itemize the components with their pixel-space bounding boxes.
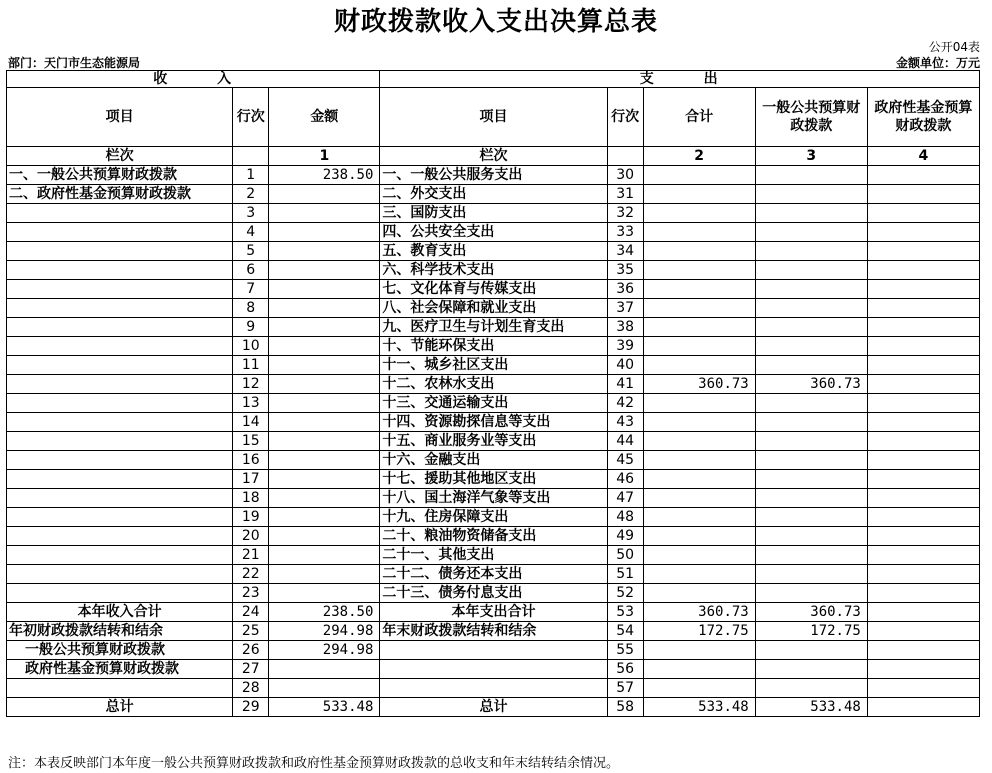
- total-cell: [643, 508, 755, 527]
- expense-row-no-cell: 38: [607, 318, 643, 337]
- expense-item-cell: 二十一、其他支出: [380, 546, 607, 565]
- gov-fund-cell: [867, 603, 979, 622]
- income-item-cell: 年初财政拨款结转和结余: [7, 622, 233, 641]
- income-amount-cell: [269, 565, 380, 584]
- income-amount-cell: [269, 299, 380, 318]
- income-amount-cell: [269, 527, 380, 546]
- table-row: [7, 318, 980, 337]
- col-3: 3: [755, 147, 867, 166]
- expense-row-no-cell: 44: [607, 432, 643, 451]
- general-budget-cell: [755, 242, 867, 261]
- gov-fund-cell: [867, 185, 979, 204]
- table-row: [7, 261, 980, 280]
- gov-fund-cell: [867, 584, 979, 603]
- total-cell: 360.73: [643, 375, 755, 394]
- budget-summary-table: [6, 70, 980, 717]
- summary-row: [7, 698, 980, 717]
- expense-item-cell: 二十二、债务还本支出: [380, 565, 607, 584]
- total-cell: [643, 204, 755, 223]
- income-item-cell: [7, 394, 233, 413]
- income-amount-cell: [269, 489, 380, 508]
- col-label-income: 栏次: [7, 147, 233, 166]
- table-row: [7, 394, 980, 413]
- table-row: [7, 489, 980, 508]
- gov-fund-cell: [867, 337, 979, 356]
- expense-row-no-cell: 46: [607, 470, 643, 489]
- income-row-no-cell: 20: [233, 527, 269, 546]
- income-item-cell: [7, 375, 233, 394]
- expense-item-cell: 年末财政拨款结转和结余: [380, 622, 607, 641]
- income-amount-cell: [269, 318, 380, 337]
- income-amount-cell: [269, 356, 380, 375]
- total-cell: [643, 527, 755, 546]
- total-cell: [643, 679, 755, 698]
- income-amount-cell: [269, 185, 380, 204]
- general-budget-cell: [755, 546, 867, 565]
- income-amount-cell: 238.50: [269, 603, 380, 622]
- income-item-cell: [7, 527, 233, 546]
- gov-fund-cell: [867, 698, 979, 717]
- income-item-cell: [7, 565, 233, 584]
- header-income-amount: 金额: [269, 88, 380, 147]
- expense-row-no-cell: 43: [607, 413, 643, 432]
- gov-fund-cell: [867, 546, 979, 565]
- expense-item-cell: 十三、交通运输支出: [380, 394, 607, 413]
- income-amount-cell: [269, 451, 380, 470]
- income-item-cell: [7, 318, 233, 337]
- expense-row-no-cell: 50: [607, 546, 643, 565]
- expense-item-cell: [380, 679, 607, 698]
- gov-fund-cell: [867, 470, 979, 489]
- gov-fund-cell: [867, 356, 979, 375]
- income-row-no-cell: 28: [233, 679, 269, 698]
- total-cell: [643, 489, 755, 508]
- expense-row-no-cell: 57: [607, 679, 643, 698]
- table-row: [7, 565, 980, 584]
- general-budget-cell: [755, 527, 867, 546]
- general-budget-cell: [755, 451, 867, 470]
- income-item-cell: [7, 299, 233, 318]
- table-row: [7, 546, 980, 565]
- income-item-cell: 一般公共预算财政拨款: [7, 641, 233, 660]
- general-budget-cell: [755, 223, 867, 242]
- header-gov-fund: 政府性基金预算财政拨款: [867, 88, 979, 147]
- expense-row-no-cell: 54: [607, 622, 643, 641]
- gov-fund-cell: [867, 166, 979, 185]
- general-budget-cell: [755, 204, 867, 223]
- income-item-cell: 总计: [7, 698, 233, 717]
- form-code: 公开04表: [928, 40, 980, 54]
- summary-row: [7, 641, 980, 660]
- income-item-cell: [7, 546, 233, 565]
- total-cell: [643, 584, 755, 603]
- income-amount-cell: [269, 546, 380, 565]
- total-cell: [643, 280, 755, 299]
- expense-item-cell: 二、外交支出: [380, 185, 607, 204]
- table-row: [7, 451, 980, 470]
- income-row-no-cell: 19: [233, 508, 269, 527]
- gov-fund-cell: [867, 565, 979, 584]
- department-label: 部门：天门市生态能源局: [8, 56, 141, 70]
- income-row-no-cell: 5: [233, 242, 269, 261]
- expense-item-cell: 十七、援助其他地区支出: [380, 470, 607, 489]
- summary-row: [7, 679, 980, 698]
- expense-row-no-cell: 33: [607, 223, 643, 242]
- expense-item-cell: 六、科学技术支出: [380, 261, 607, 280]
- expense-item-cell: [380, 641, 607, 660]
- general-budget-cell: [755, 280, 867, 299]
- income-row-no-cell: 4: [233, 223, 269, 242]
- expense-row-no-cell: 35: [607, 261, 643, 280]
- total-cell: 533.48: [643, 698, 755, 717]
- header-total: 合计: [643, 88, 755, 147]
- income-amount-cell: [269, 337, 380, 356]
- expense-row-no-cell: 45: [607, 451, 643, 470]
- expense-row-no-cell: 58: [607, 698, 643, 717]
- income-row-no-cell: 25: [233, 622, 269, 641]
- table-row: [7, 584, 980, 603]
- gov-fund-cell: [867, 394, 979, 413]
- income-row-no-cell: 6: [233, 261, 269, 280]
- income-item-cell: [7, 223, 233, 242]
- expense-row-no-cell: 30: [607, 166, 643, 185]
- expense-item-cell: 十二、农林水支出: [380, 375, 607, 394]
- col-1: 1: [269, 147, 380, 166]
- income-amount-cell: [269, 242, 380, 261]
- expense-item-cell: 一、一般公共服务支出: [380, 166, 607, 185]
- gov-fund-cell: [867, 622, 979, 641]
- income-item-cell: [7, 584, 233, 603]
- income-amount-cell: [269, 223, 380, 242]
- income-item-cell: [7, 470, 233, 489]
- general-budget-cell: [755, 508, 867, 527]
- expense-item-cell: 本年支出合计: [380, 603, 607, 622]
- table-row: [7, 204, 980, 223]
- income-row-no-cell: 7: [233, 280, 269, 299]
- gov-fund-cell: [867, 318, 979, 337]
- table-row: [7, 242, 980, 261]
- table-row: [7, 375, 980, 394]
- general-budget-cell: [755, 584, 867, 603]
- income-item-cell: [7, 489, 233, 508]
- gov-fund-cell: [867, 508, 979, 527]
- general-budget-cell: 533.48: [755, 698, 867, 717]
- general-budget-cell: 360.73: [755, 375, 867, 394]
- expense-row-no-cell: 51: [607, 565, 643, 584]
- table-row: [7, 470, 980, 489]
- income-amount-cell: [269, 660, 380, 679]
- table-row: [7, 413, 980, 432]
- income-item-cell: [7, 413, 233, 432]
- table-row: [7, 527, 980, 546]
- gov-fund-cell: [867, 413, 979, 432]
- income-item-cell: [7, 679, 233, 698]
- expense-item-cell: 五、教育支出: [380, 242, 607, 261]
- total-cell: 360.73: [643, 603, 755, 622]
- table-row: [7, 280, 980, 299]
- expense-row-no-cell: 56: [607, 660, 643, 679]
- income-item-cell: [7, 280, 233, 299]
- income-item-cell: [7, 242, 233, 261]
- table-row: [7, 185, 980, 204]
- income-row-no-cell: 21: [233, 546, 269, 565]
- income-row-no-cell: 23: [233, 584, 269, 603]
- table-row: [7, 166, 980, 185]
- expense-item-cell: 四、公共安全支出: [380, 223, 607, 242]
- income-amount-cell: 294.98: [269, 641, 380, 660]
- income-row-no-cell: 1: [233, 166, 269, 185]
- income-amount-cell: [269, 470, 380, 489]
- income-amount-cell: [269, 261, 380, 280]
- income-row-no-cell: 14: [233, 413, 269, 432]
- expense-row-no-cell: 39: [607, 337, 643, 356]
- income-item-cell: [7, 337, 233, 356]
- expense-row-no-cell: 53: [607, 603, 643, 622]
- general-budget-cell: [755, 318, 867, 337]
- total-cell: [643, 318, 755, 337]
- income-item-cell: 一、一般公共预算财政拨款: [7, 166, 233, 185]
- income-row-no-cell: 16: [233, 451, 269, 470]
- general-budget-cell: [755, 185, 867, 204]
- income-row-no-cell: 29: [233, 698, 269, 717]
- table-row: [7, 223, 980, 242]
- total-cell: [643, 185, 755, 204]
- income-row-no-cell: 17: [233, 470, 269, 489]
- gov-fund-cell: [867, 679, 979, 698]
- summary-row: [7, 660, 980, 679]
- income-item-cell: [7, 432, 233, 451]
- income-amount-cell: [269, 413, 380, 432]
- header-expense-item: 项目: [380, 88, 607, 147]
- income-row-no-cell: 10: [233, 337, 269, 356]
- gov-fund-cell: [867, 242, 979, 261]
- header-general-budget: 一般公共预算财政拨款: [755, 88, 867, 147]
- general-budget-cell: [755, 679, 867, 698]
- gov-fund-cell: [867, 204, 979, 223]
- general-budget-cell: [755, 337, 867, 356]
- expense-item-cell: 八、社会保障和就业支出: [380, 299, 607, 318]
- total-cell: [643, 223, 755, 242]
- table-row: [7, 432, 980, 451]
- income-row-no-cell: 11: [233, 356, 269, 375]
- col-empty: [607, 147, 643, 166]
- general-budget-cell: [755, 470, 867, 489]
- general-budget-cell: [755, 394, 867, 413]
- income-amount-cell: [269, 508, 380, 527]
- expense-row-no-cell: 36: [607, 280, 643, 299]
- income-amount-cell: [269, 204, 380, 223]
- income-row-no-cell: 2: [233, 185, 269, 204]
- income-item-cell: [7, 451, 233, 470]
- expense-item-cell: [380, 660, 607, 679]
- table-row: [7, 299, 980, 318]
- expense-item-cell: 二十三、债务付息支出: [380, 584, 607, 603]
- expense-item-cell: 九、医疗卫生与计划生育支出: [380, 318, 607, 337]
- income-row-no-cell: 12: [233, 375, 269, 394]
- income-row-no-cell: 24: [233, 603, 269, 622]
- income-amount-cell: 533.48: [269, 698, 380, 717]
- header-income-item: 项目: [7, 88, 233, 147]
- income-row-no-cell: 22: [233, 565, 269, 584]
- general-budget-cell: [755, 641, 867, 660]
- income-item-cell: 本年收入合计: [7, 603, 233, 622]
- income-row-no-cell: 13: [233, 394, 269, 413]
- expense-row-no-cell: 47: [607, 489, 643, 508]
- gov-fund-cell: [867, 261, 979, 280]
- expense-row-no-cell: 42: [607, 394, 643, 413]
- total-cell: [643, 565, 755, 584]
- general-budget-cell: [755, 432, 867, 451]
- gov-fund-cell: [867, 527, 979, 546]
- col-label-expense: 栏次: [380, 147, 607, 166]
- summary-row: [7, 603, 980, 622]
- total-cell: [643, 356, 755, 375]
- table-row: [7, 337, 980, 356]
- expense-row-no-cell: 37: [607, 299, 643, 318]
- income-amount-cell: [269, 394, 380, 413]
- total-cell: [643, 432, 755, 451]
- income-item-cell: [7, 261, 233, 280]
- income-row-no-cell: 8: [233, 299, 269, 318]
- expense-item-cell: 十、节能环保支出: [380, 337, 607, 356]
- header-expense-row-no: 行次: [607, 88, 643, 147]
- expense-row-no-cell: 31: [607, 185, 643, 204]
- general-budget-cell: 360.73: [755, 603, 867, 622]
- total-cell: [643, 242, 755, 261]
- income-amount-cell: [269, 584, 380, 603]
- expense-row-no-cell: 49: [607, 527, 643, 546]
- general-budget-cell: [755, 356, 867, 375]
- income-row-no-cell: 15: [233, 432, 269, 451]
- total-cell: [643, 546, 755, 565]
- total-cell: [643, 166, 755, 185]
- gov-fund-cell: [867, 280, 979, 299]
- income-amount-cell: [269, 679, 380, 698]
- income-row-no-cell: 3: [233, 204, 269, 223]
- general-budget-cell: 172.75: [755, 622, 867, 641]
- general-budget-cell: [755, 489, 867, 508]
- summary-row: [7, 622, 980, 641]
- expense-row-no-cell: 32: [607, 204, 643, 223]
- total-cell: [643, 413, 755, 432]
- expense-item-cell: 二十、粮油物资储备支出: [380, 527, 607, 546]
- gov-fund-cell: [867, 299, 979, 318]
- expense-item-cell: 总计: [380, 698, 607, 717]
- gov-fund-cell: [867, 641, 979, 660]
- income-row-no-cell: 27: [233, 660, 269, 679]
- income-amount-cell: 294.98: [269, 622, 380, 641]
- expense-item-cell: 十九、住房保障支出: [380, 508, 607, 527]
- table-row: [7, 356, 980, 375]
- page-title: 财政拨款收入支出决算总表: [333, 7, 658, 37]
- expense-row-no-cell: 41: [607, 375, 643, 394]
- total-cell: [643, 660, 755, 679]
- table-row: [7, 508, 980, 527]
- income-amount-cell: [269, 280, 380, 299]
- gov-fund-cell: [867, 375, 979, 394]
- expense-item-cell: 十五、商业服务业等支出: [380, 432, 607, 451]
- income-item-cell: 政府性基金预算财政拨款: [7, 660, 233, 679]
- gov-fund-cell: [867, 432, 979, 451]
- header-income-row-no: 行次: [233, 88, 269, 147]
- expense-row-no-cell: 40: [607, 356, 643, 375]
- general-budget-cell: [755, 660, 867, 679]
- total-cell: 172.75: [643, 622, 755, 641]
- expense-item-cell: 十六、金融支出: [380, 451, 607, 470]
- income-item-cell: [7, 204, 233, 223]
- expense-item-cell: 十八、国土海洋气象等支出: [380, 489, 607, 508]
- income-item-cell: [7, 356, 233, 375]
- col-4: 4: [867, 147, 979, 166]
- income-row-no-cell: 26: [233, 641, 269, 660]
- expense-section-header: 支 出: [380, 71, 980, 88]
- total-cell: [643, 470, 755, 489]
- total-cell: [643, 337, 755, 356]
- income-amount-cell: 238.50: [269, 166, 380, 185]
- expense-row-no-cell: 48: [607, 508, 643, 527]
- gov-fund-cell: [867, 489, 979, 508]
- total-cell: [643, 299, 755, 318]
- gov-fund-cell: [867, 660, 979, 679]
- income-item-cell: 二、政府性基金预算财政拨款: [7, 185, 233, 204]
- expense-row-no-cell: 34: [607, 242, 643, 261]
- col-empty: [233, 147, 269, 166]
- expense-item-cell: 十一、城乡社区支出: [380, 356, 607, 375]
- expense-item-cell: 十四、资源勘探信息等支出: [380, 413, 607, 432]
- gov-fund-cell: [867, 451, 979, 470]
- general-budget-cell: [755, 565, 867, 584]
- expense-item-cell: 三、国防支出: [380, 204, 607, 223]
- expense-row-no-cell: 52: [607, 584, 643, 603]
- income-item-cell: [7, 508, 233, 527]
- col-2: 2: [643, 147, 755, 166]
- unit-label: 金额单位：万元: [895, 56, 980, 70]
- expense-row-no-cell: 55: [607, 641, 643, 660]
- footnote: 注：本表反映部门本年度一般公共预算财政拨款和政府性基金预算财政拨款的总收支和年末结转结余情况。: [8, 756, 620, 771]
- expense-item-cell: 七、文化体育与传媒支出: [380, 280, 607, 299]
- total-cell: [643, 261, 755, 280]
- total-cell: [643, 641, 755, 660]
- income-amount-cell: [269, 432, 380, 451]
- income-amount-cell: [269, 375, 380, 394]
- total-cell: [643, 394, 755, 413]
- general-budget-cell: [755, 413, 867, 432]
- gov-fund-cell: [867, 223, 979, 242]
- income-row-no-cell: 9: [233, 318, 269, 337]
- general-budget-cell: [755, 261, 867, 280]
- general-budget-cell: [755, 299, 867, 318]
- income-section-header: 收 入: [7, 71, 380, 88]
- total-cell: [643, 451, 755, 470]
- general-budget-cell: [755, 166, 867, 185]
- income-row-no-cell: 18: [233, 489, 269, 508]
